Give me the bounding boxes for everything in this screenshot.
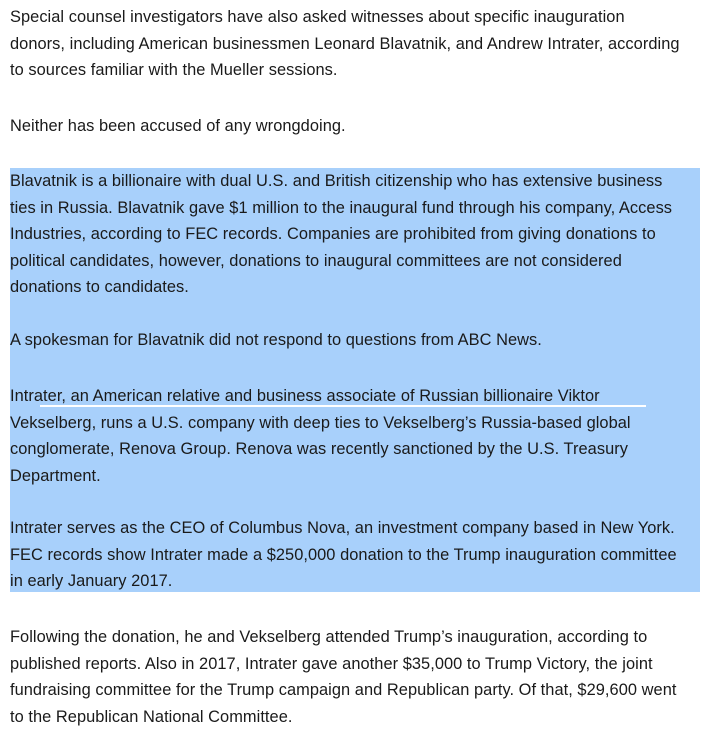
paragraph-line: donations to candidates. <box>10 278 189 296</box>
article-paragraph-selected <box>10 168 710 301</box>
paragraph-line: Special counsel investigators have also asked witnesses about specific inauguration <box>10 8 625 26</box>
paragraph-line: political candidates, however, donations to inaugural committees are not considered <box>10 251 622 270</box>
paragraph-line: ties in Russia. Blavatnik gave $1 million to the inaugural fund through his company, Access <box>10 198 673 217</box>
paragraph-line: Vekselberg, runs a U.S. company with deep ties to Vekselberg’s Russia-based global <box>10 413 631 432</box>
paragraph-line: in early January 2017. <box>10 572 173 590</box>
paragraph-line: conglomerate, Renova Group. Renova was recently sanctioned by the U.S. Treasury <box>10 440 629 458</box>
paragraph-line: Department. <box>10 466 101 485</box>
paragraph-line: A spokesman for Blavatnik did not respond to questions from ABC News. <box>10 331 542 349</box>
article-paragraph-selected <box>10 383 710 489</box>
paragraph-line: Blavatnik is a billionaire with dual U.S. and British citizenship who has extensive business <box>10 172 663 190</box>
paragraph-line: FEC records show Intrater made a $250,000 donation to the Trump inauguration committee <box>10 545 677 564</box>
article-paragraph <box>10 624 710 730</box>
paragraph-line: Industries, according to FEC records. Companies are prohibited from giving donations to <box>10 225 656 243</box>
article-paragraph-selected <box>10 515 710 595</box>
paragraph-line: Intrater serves as the CEO of Columbus Nova, an investment company based in New York. <box>10 519 675 537</box>
paragraph-line: published reports. Also in 2017, Intrater gave another $35,000 to Trump Victory, the joint <box>10 654 653 673</box>
article-paragraph <box>10 113 710 140</box>
paragraph-line: Following the donation, he and Vekselberg attended Trump’s inauguration, according to <box>10 628 648 646</box>
article-paragraph <box>10 4 710 84</box>
paragraph-line: Intrater, an American relative and business associate of Russian billionaire Viktor <box>10 387 600 405</box>
paragraph-line: to the Republican National Committee. <box>10 707 293 726</box>
paragraph-line: Neither has been accused of any wrongdoing. <box>10 117 346 135</box>
paragraph-line: fundraising committee for the Trump campaign and Republican party. Of that, $29,600 went <box>10 681 677 699</box>
paragraph-line: to sources familiar with the Mueller sessions. <box>10 61 338 79</box>
paragraph-line: donors, including American businessmen Leonard Blavatnik, and Andrew Intrater, according <box>10 34 680 53</box>
article-paragraph-selected <box>10 327 710 354</box>
